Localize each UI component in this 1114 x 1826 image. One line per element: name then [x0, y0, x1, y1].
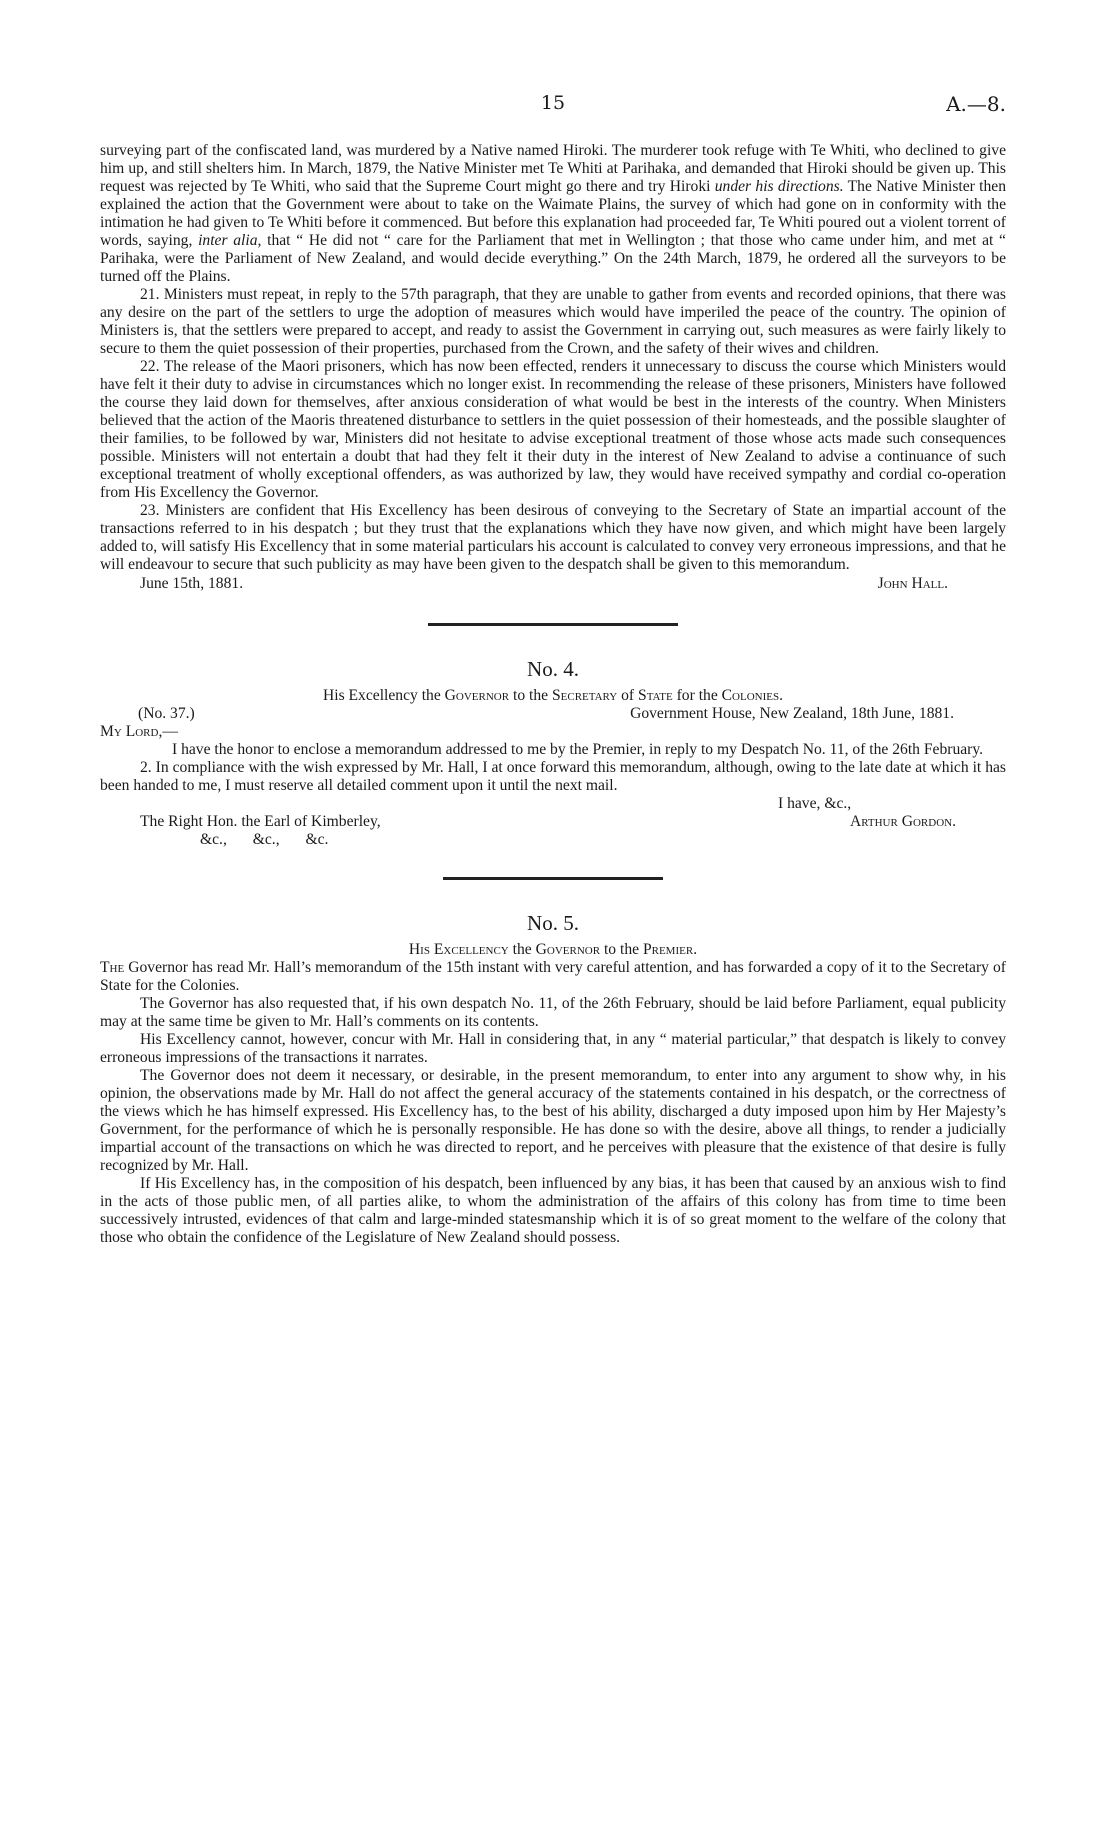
- no4-paragraph-2: 2. In compliance with the wish expressed by Mr. Hall, I at once forward this memorandum, although, owing to the late date at which it has been handed to me, I must reserve all detailed comment upon it until the next mail.: [100, 759, 1006, 794]
- no4-paragraph-1: I have the honor to enclose a memorandum addressed to me by the Premier, in reply to my Despatch No. 11, of the 26th February.: [172, 741, 984, 758]
- memo-paragraph-continued: surveying part of the confiscated land, was murdered by a Native named Hiroki. The murderer took refuge with Te Whiti, who declined to give him up, and still shelters him. In March, 1879, the Native Minister met Te Whiti at Parihaka, and demanded that Hiroki should be given up. This request was rejected by Te Whiti, who said that the Supreme Court might go there and try Hiroki under his directions. The Native Minister then explained the action that the Government were about to take on the Waimate Plains, the survey of which had gone on in conformity with the intimation he had given to Te Whiti before it commenced. But before this explanation had proceeded far, Te Whiti poured out a violent torrent of words, saying, inter alia, that “ He did not “ care for the Parliament that met in Wellington ; that those who came under him, and met at “ Parihaka, were the Parliament of New Zealand, and would decide everything.” On the 24th March, 1879, he ordered all the surveyors to be turned off the Plains.: [100, 142, 1006, 285]
- no5-paragraph-2: The Governor has also requested that, if his own despatch No. 11, of the 26th February, should be laid before Parliament, equal publicity may at the same time be given to Mr. Hall’s comments on its contents.: [100, 995, 1006, 1030]
- section-divider: [443, 877, 663, 880]
- memo-paragraph-21: 21. Ministers must repeat, in reply to the 57th paragraph, that they are unable to gather from events and recorded opinions, that there was any desire on the part of the settlers to urge the adoption of measures which would have imperiled the peace of the country. The opinion of Ministers is, that the settlers were prepared to accept, and ready to assist the Government in carrying out, such measures as were fairly likely to secure to them the quiet possession of their properties, purchased from the Crown, and the safety of their wives and children.: [100, 286, 1006, 357]
- no5-paragraph-4: The Governor does not deem it necessary, or desirable, in the present memorandum, to enter into any argument to show why, in his opinion, the observations made by Mr. Hall do not affect the general accuracy of the statements contained in his despatch, or the correctness of the views which he has himself expressed. His Excellency has, to the best of his ability, discharged a duty imposed upon him by Her Majesty’s Government, for the performance of which he is personally responsible. He has done so with the desire, above all things, to render a judicially impartial account of the transactions on which he was directed to report, and he perceives with pleasure that the existence of that desire is fully recognized by Mr. Hall.: [100, 1067, 1006, 1174]
- salutation: My Lord,—: [100, 723, 178, 740]
- memo-paragraph-22: 22. The release of the Maori prisoners, which has now been effected, renders it unnecessary to discuss the course which Ministers would have felt it their duty to advise in circumstances which no longer exist. In recommending the release of these prisoners, Ministers have followed the course they laid down for themselves, after anxious consideration of what would be best in the interests of the country. When Ministers believed that the action of the Maoris threatened disturbance to settlers in the quiet possession of their homesteads, and the possible slaughter of their families, to be followed by war, Ministers did not hesitate to advise exceptional treatment of those whose acts made such consequences possible. Ministers will not entertain a doubt that had they felt it their duty in the interest of New Zealand to advise a continuance of such exceptional treatment of wholly exceptional offenders, as was authorized by law, they would have received sympathy and cordial co-operation from His Excellency the Governor.: [100, 358, 1006, 501]
- section-heading-no-4: No. 4.: [527, 657, 579, 681]
- section-divider: [428, 623, 678, 626]
- page-header: [100, 92, 1006, 122]
- despatch-number: (No. 37.): [138, 705, 195, 722]
- paper-identifier: A.—8.: [946, 92, 1006, 116]
- page-number: 15: [540, 92, 566, 114]
- memo-signature: John Hall.: [877, 575, 948, 592]
- despatch-address: Government House, New Zealand, 18th June, 1881.: [630, 705, 954, 722]
- page-content: [100, 142, 1006, 1247]
- no5-paragraph-3: His Excellency cannot, however, concur with Mr. Hall in considering that, in any “ material particular,” that despatch is likely to convey erroneous impressions of the transactions it narrates.: [100, 1031, 1006, 1066]
- memo-date: June 15th, 1881.: [140, 575, 244, 592]
- no4-reference-row: [100, 705, 1006, 723]
- no5-paragraph-5: If His Excellency has, in the composition of his despatch, been influenced by any bias, it has been that caused by an anxious wish to find in the acts of those public men, of all parties alike, to whom the administration of the affairs of this colony has from time to time been successively intrusted, evidences of that calm and large-minded statesmanship which it is of so great moment to the welfare of the colony that those who obtain the confidence of the Legislature of New Zealand should possess.: [100, 1175, 1006, 1246]
- no5-subtitle: His Excellency the Governor to the Premier.: [408, 941, 698, 958]
- no4-signature-row: [100, 813, 1006, 831]
- no5-paragraph-1: The Governor has read Mr. Hall’s memorandum of the 15th instant with very careful attention, and has forwarded a copy of it to the Secretary of State for the Colonies.: [100, 959, 1006, 994]
- no4-etc: &c., &c., &c.: [200, 831, 329, 848]
- memo-signature-row: [100, 575, 1006, 593]
- no4-signature: Arthur Gordon.: [849, 813, 956, 830]
- memo-paragraph-23: 23. Ministers are confident that His Excellency has been desirous of conveying to the Secretary of State an impartial account of the transactions referred to in his despatch ; but they trust that the explanations which they have now given, and which might have been largely added to, will satisfy His Excellency that in some material particulars his account is calculated to convey very erroneous impressions, and that he will endeavour to secure that such publicity as may have been given to the despatch shall be given to this memorandum.: [100, 502, 1006, 573]
- addressee: The Right Hon. the Earl of Kimberley,: [140, 813, 381, 830]
- no4-closing: I have, &c.,: [778, 795, 852, 812]
- no4-subtitle: His Excellency the Governor to the Secretary of State for the Colonies.: [322, 687, 784, 704]
- section-heading-no-5: No. 5.: [527, 911, 579, 935]
